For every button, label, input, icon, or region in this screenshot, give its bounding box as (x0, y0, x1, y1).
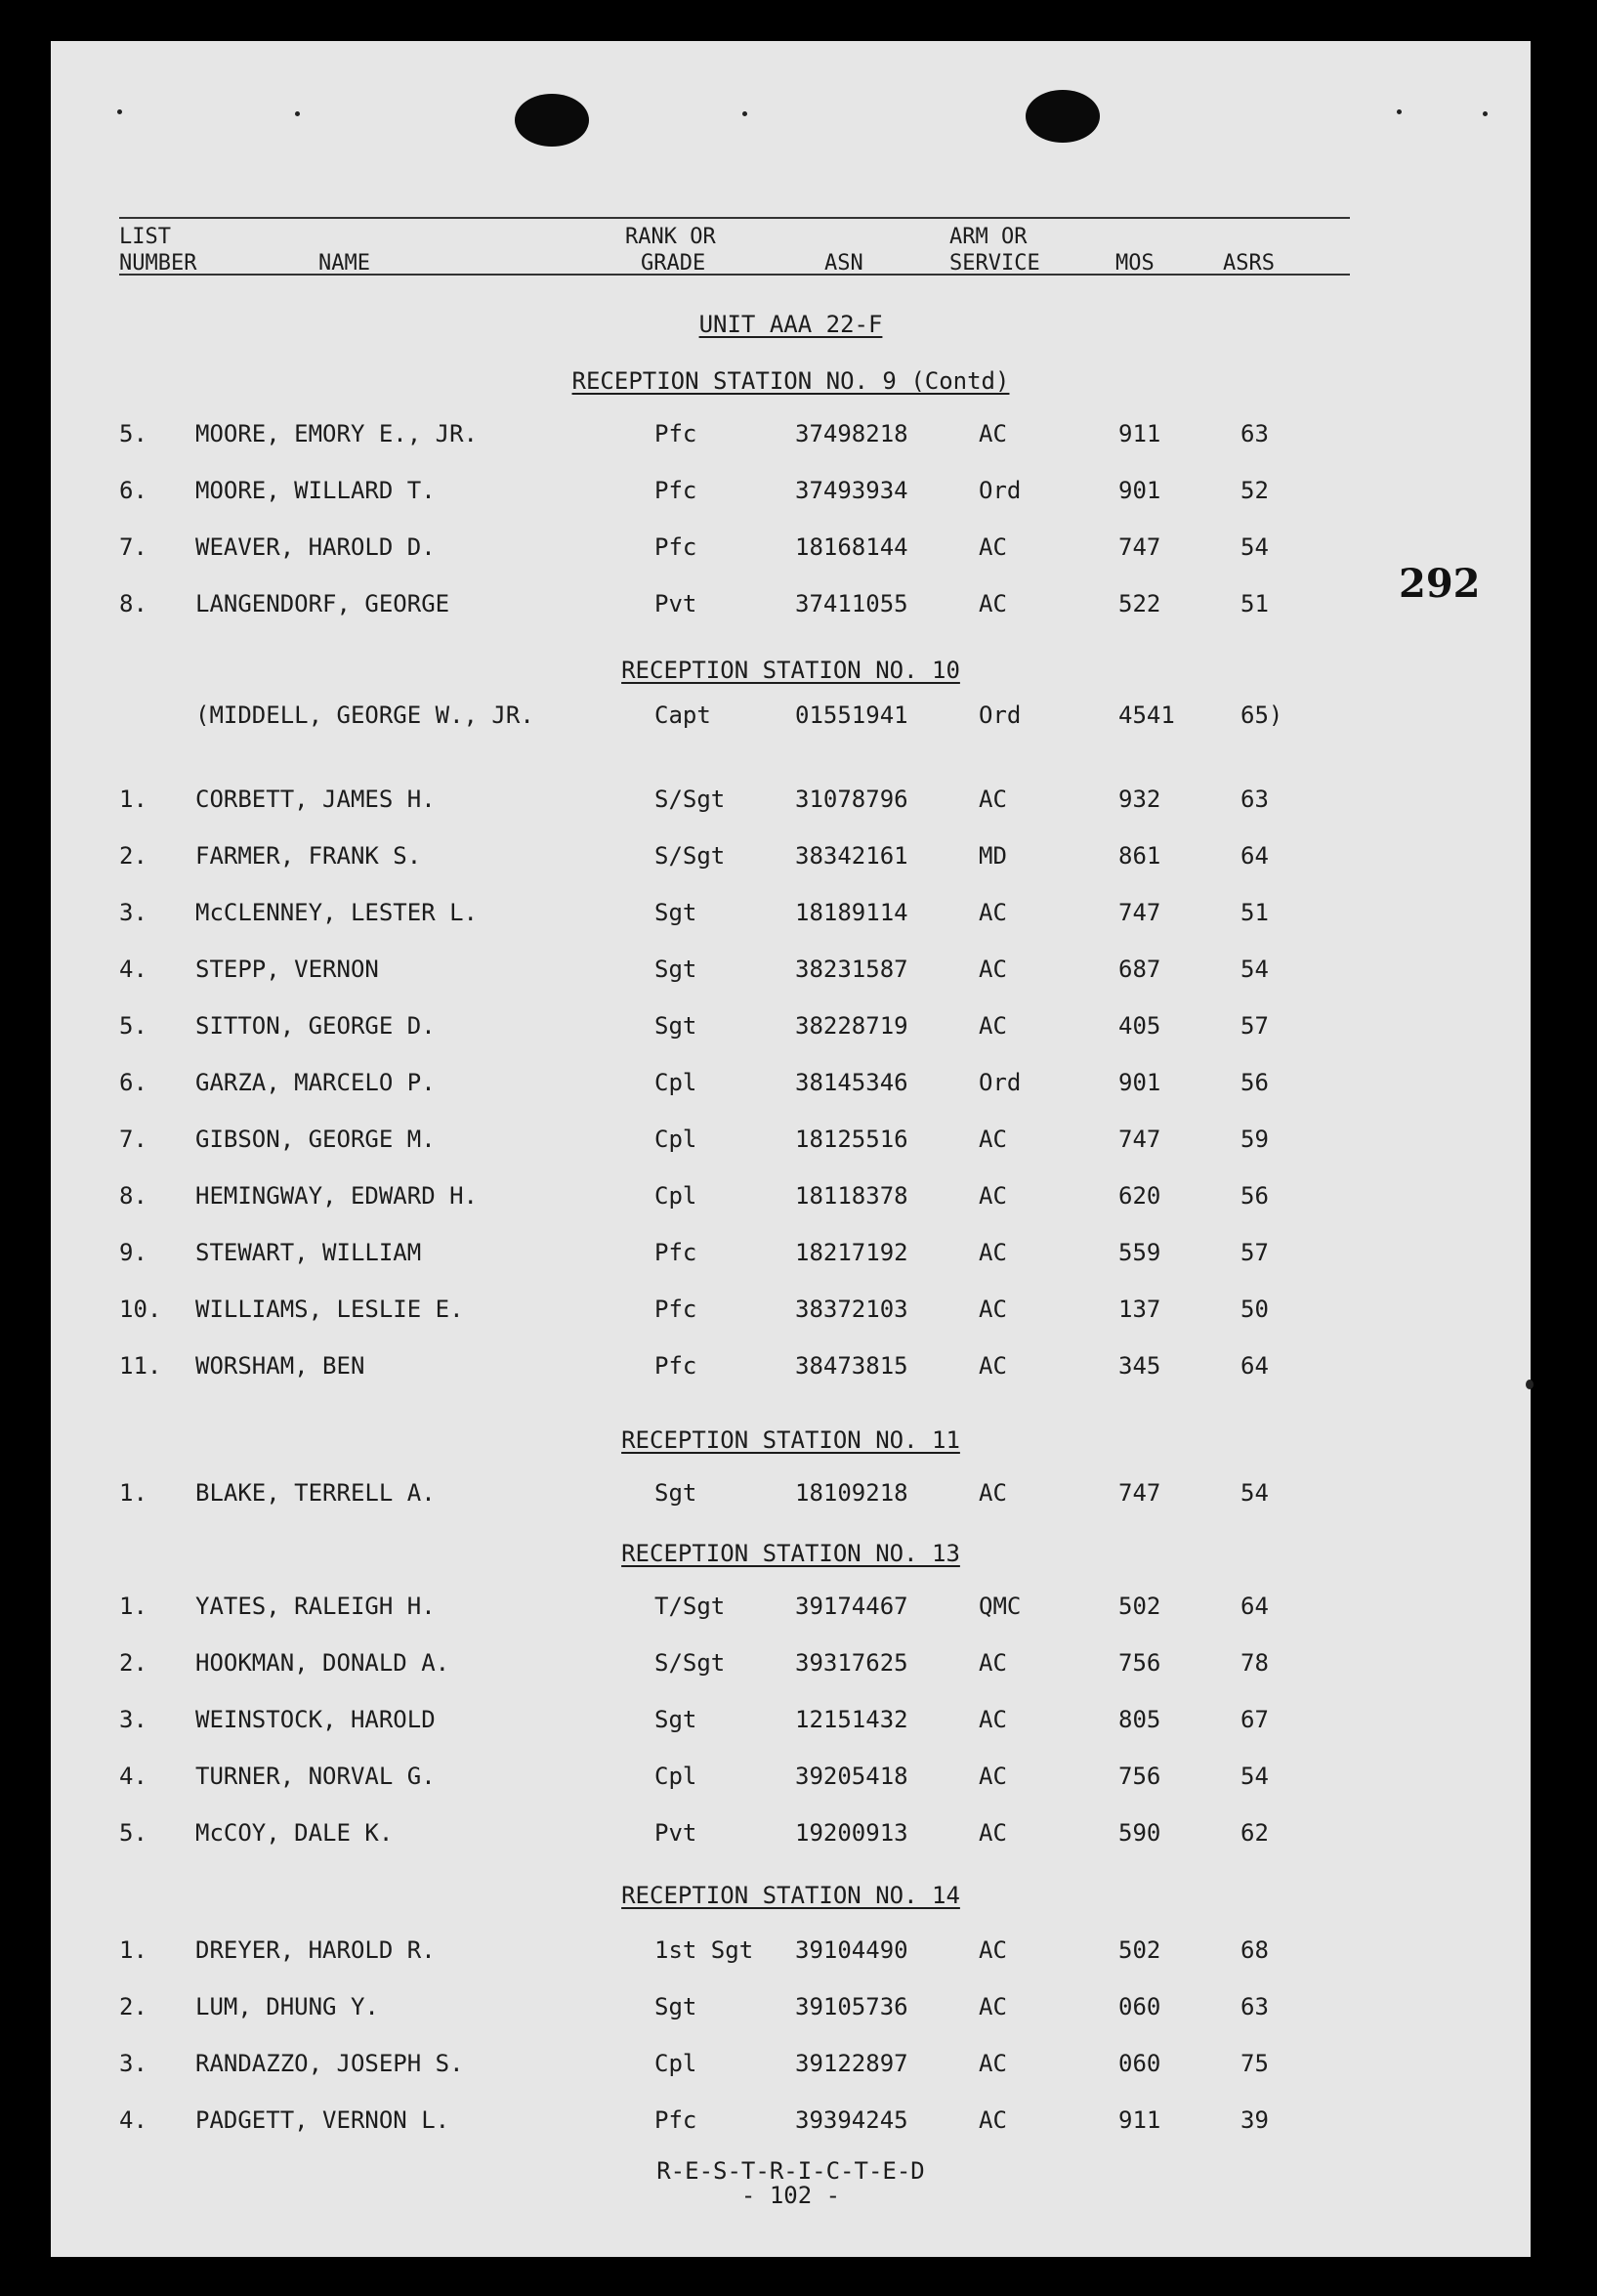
cell-list: 9. (119, 1239, 147, 1266)
cell-name: WILLIAMS, LESLIE E. (195, 1296, 464, 1323)
cell-name: BLAKE, TERRELL A. (195, 1479, 436, 1507)
header-asrs: ASRS (1223, 251, 1275, 276)
cell-asrs: 63 (1240, 786, 1269, 813)
cell-asrs: 67 (1240, 1706, 1269, 1733)
cell-mos: 137 (1118, 1296, 1161, 1323)
cell-arm: Ord (979, 477, 1022, 504)
cell-mos: 756 (1118, 1649, 1161, 1677)
cell-asrs: 54 (1240, 533, 1269, 561)
cell-arm: AC (979, 1239, 1007, 1266)
cell-mos: 911 (1118, 420, 1161, 447)
cell-rank: Pfc (654, 2106, 697, 2134)
section-title: RECEPTION STATION NO. 9 (Contd) (571, 367, 1010, 395)
cell-rank: S/Sgt (654, 842, 726, 870)
cell-name: WEINSTOCK, HAROLD (195, 1706, 436, 1733)
cell-name: RANDAZZO, JOSEPH S. (195, 2050, 464, 2077)
cell-arm: AC (979, 1819, 1007, 1847)
punch-hole (1026, 90, 1100, 143)
cell-rank: Pfc (654, 420, 697, 447)
page-stamp-number: 292 (1399, 561, 1481, 607)
header-grade: GRADE (641, 251, 706, 276)
cell-mos: 901 (1118, 1069, 1161, 1096)
cell-rank: Cpl (654, 2050, 697, 2077)
cell-mos: 756 (1118, 1763, 1161, 1790)
cell-list: 5. (119, 1012, 147, 1040)
cell-mos: 861 (1118, 842, 1161, 870)
cell-arm: AC (979, 1706, 1007, 1733)
cell-mos: 502 (1118, 1593, 1161, 1620)
cell-asn: 18189114 (795, 899, 908, 926)
cell-asn: 37411055 (795, 590, 908, 617)
cell-rank: S/Sgt (654, 1649, 726, 1677)
cell-asn: 39317625 (795, 1649, 908, 1677)
cell-rank: Pfc (654, 477, 697, 504)
cell-asrs: 64 (1240, 842, 1269, 870)
cell-asrs: 39 (1240, 2106, 1269, 2134)
cell-list: 5. (119, 1819, 147, 1847)
cell-rank: Pfc (654, 533, 697, 561)
cell-rank: Sgt (654, 1012, 697, 1040)
table-row (51, 2052, 1531, 2091)
cell-mos: 620 (1118, 1182, 1161, 1210)
table-row (51, 1354, 1531, 1393)
cell-list: 7. (119, 1126, 147, 1153)
header-top-rule (119, 217, 1350, 219)
cell-name: SITTON, GEORGE D. (195, 1012, 436, 1040)
cell-asrs: 50 (1240, 1296, 1269, 1323)
cell-rank: S/Sgt (654, 786, 726, 813)
cell-asrs: 68 (1240, 1936, 1269, 1964)
cell-list: 2. (119, 1649, 147, 1677)
table-row (51, 844, 1531, 883)
cell-arm: QMC (979, 1593, 1022, 1620)
cell-name: YATES, RALEIGH H. (195, 1593, 436, 1620)
cell-rank: Capt (654, 702, 711, 729)
header-bottom-rule (119, 274, 1350, 276)
cell-asrs: 56 (1240, 1069, 1269, 1096)
cell-mos: 747 (1118, 899, 1161, 926)
cell-name: DREYER, HAROLD R. (195, 1936, 436, 1964)
cell-asn: 38231587 (795, 956, 908, 983)
cell-asn: 38372103 (795, 1296, 908, 1323)
table-row (51, 592, 1531, 631)
cell-asrs: 51 (1240, 899, 1269, 926)
cell-rank: Sgt (654, 956, 697, 983)
cell-asrs: 54 (1240, 1479, 1269, 1507)
cell-arm: AC (979, 420, 1007, 447)
table-row (51, 1651, 1531, 1690)
header-list: LIST (119, 225, 171, 249)
cell-mos: 805 (1118, 1706, 1161, 1733)
cell-list: 8. (119, 1182, 147, 1210)
cell-asrs: 59 (1240, 1126, 1269, 1153)
cell-rank: Pfc (654, 1239, 697, 1266)
cell-name: GARZA, MARCELO P. (195, 1069, 436, 1096)
punch-hole (515, 94, 589, 147)
cell-asn: 18109218 (795, 1479, 908, 1507)
cell-list: 6. (119, 1069, 147, 1096)
cell-list: 4. (119, 2106, 147, 2134)
header-service: SERVICE (949, 251, 1040, 276)
cell-rank: 1st Sgt (654, 1936, 754, 1964)
cell-name: STEPP, VERNON (195, 956, 379, 983)
cell-list: 6. (119, 477, 147, 504)
cell-list: 10. (119, 1296, 162, 1323)
cell-asrs: 62 (1240, 1819, 1269, 1847)
cell-arm: AC (979, 786, 1007, 813)
cell-mos: 345 (1118, 1352, 1161, 1380)
table-row (51, 1481, 1531, 1520)
table-row (51, 1995, 1531, 2034)
footer-page-number: - 102 - (740, 2182, 841, 2209)
cell-name: LUM, DHUNG Y. (195, 1993, 379, 2020)
cell-list: 11. (119, 1352, 162, 1380)
table-row (51, 479, 1531, 518)
cell-name: WORSHAM, BEN (195, 1352, 365, 1380)
cell-asn: 37493934 (795, 477, 908, 504)
cell-list: 7. (119, 533, 147, 561)
cell-asrs: 78 (1240, 1649, 1269, 1677)
table-row (51, 1241, 1531, 1280)
cell-name: McCLENNEY, LESTER L. (195, 899, 478, 926)
cell-asn: 37498218 (795, 420, 908, 447)
cell-asn: 38228719 (795, 1012, 908, 1040)
cell-name: (MIDDELL, GEORGE W., JR. (195, 702, 534, 729)
cell-mos: 4541 (1118, 702, 1175, 729)
cell-mos: 747 (1118, 1479, 1161, 1507)
cell-asrs: 65) (1240, 702, 1283, 729)
table-row (51, 1071, 1531, 1110)
cell-list: 1. (119, 786, 147, 813)
cell-asrs: 51 (1240, 590, 1269, 617)
document-page (51, 41, 1531, 2257)
cell-rank: Pvt (654, 590, 697, 617)
cell-arm: AC (979, 2050, 1007, 2077)
cell-name: LANGENDORF, GEORGE (195, 590, 450, 617)
cell-mos: 522 (1118, 590, 1161, 617)
cell-name: McCOY, DALE K. (195, 1819, 394, 1847)
cell-name: GIBSON, GEORGE M. (195, 1126, 436, 1153)
cell-asrs: 57 (1240, 1012, 1269, 1040)
cell-rank: Cpl (654, 1763, 697, 1790)
table-row (51, 2108, 1531, 2147)
cell-asrs: 63 (1240, 420, 1269, 447)
cell-asn: 18168144 (795, 533, 908, 561)
section-title: RECEPTION STATION NO. 14 (621, 1882, 960, 1909)
cell-arm: AC (979, 590, 1007, 617)
table-row (51, 1184, 1531, 1223)
cell-mos: 747 (1118, 533, 1161, 561)
cell-asrs: 54 (1240, 1763, 1269, 1790)
table-row (51, 1297, 1531, 1337)
footer-classification: R-E-S-T-R-I-C-T-E-D (656, 2157, 925, 2185)
cell-asn: 39394245 (795, 2106, 908, 2134)
table-row (51, 1821, 1531, 1860)
cell-rank: Sgt (654, 1479, 697, 1507)
cell-asn: 39174467 (795, 1593, 908, 1620)
cell-mos: 687 (1118, 956, 1161, 983)
cell-asn: 19200913 (795, 1819, 908, 1847)
cell-asn: 38145346 (795, 1069, 908, 1096)
cell-list: 8. (119, 590, 147, 617)
cell-name: MOORE, EMORY E., JR. (195, 420, 478, 447)
header-rank: RANK OR (625, 225, 716, 249)
table-row (51, 901, 1531, 940)
cell-list: 4. (119, 1763, 147, 1790)
cell-name: FARMER, FRANK S. (195, 842, 422, 870)
cell-arm: AC (979, 1993, 1007, 2020)
cell-asn: 38473815 (795, 1352, 908, 1380)
cell-rank: Pvt (654, 1819, 697, 1847)
cell-rank: Cpl (654, 1069, 697, 1096)
unit-title: UNIT AAA 22-F (698, 311, 883, 338)
cell-arm: AC (979, 1182, 1007, 1210)
table-row (51, 787, 1531, 827)
cell-list: 4. (119, 956, 147, 983)
cell-arm: AC (979, 956, 1007, 983)
header-arm: ARM OR (949, 225, 1028, 249)
cell-rank: T/Sgt (654, 1593, 726, 1620)
cell-asrs: 64 (1240, 1352, 1269, 1380)
cell-arm: AC (979, 2106, 1007, 2134)
table-row (51, 422, 1531, 461)
cell-asrs: 57 (1240, 1239, 1269, 1266)
table-row (51, 1594, 1531, 1634)
cell-asrs: 56 (1240, 1182, 1269, 1210)
table-row (51, 1708, 1531, 1747)
section-title: RECEPTION STATION NO. 13 (621, 1540, 960, 1567)
cell-asn: 31078796 (795, 786, 908, 813)
cell-arm: AC (979, 1352, 1007, 1380)
cell-name: TURNER, NORVAL G. (195, 1763, 436, 1790)
table-row (51, 535, 1531, 574)
cell-rank: Cpl (654, 1126, 697, 1153)
cell-mos: 502 (1118, 1936, 1161, 1964)
cell-name: MOORE, WILLARD T. (195, 477, 436, 504)
cell-mos: 747 (1118, 1126, 1161, 1153)
cell-asrs: 52 (1240, 477, 1269, 504)
cell-arm: AC (979, 1296, 1007, 1323)
header-number: NUMBER (119, 251, 197, 276)
cell-list: 3. (119, 899, 147, 926)
cell-list: 2. (119, 1993, 147, 2020)
cell-list: 1. (119, 1593, 147, 1620)
cell-rank: Pfc (654, 1296, 697, 1323)
cell-asn: 39205418 (795, 1763, 908, 1790)
cell-mos: 932 (1118, 786, 1161, 813)
cell-asrs: 75 (1240, 2050, 1269, 2077)
cell-arm: AC (979, 1012, 1007, 1040)
section-title: RECEPTION STATION NO. 11 (621, 1426, 960, 1454)
cell-mos: 060 (1118, 2050, 1161, 2077)
cell-arm: AC (979, 1479, 1007, 1507)
cell-asn: 39122897 (795, 2050, 908, 2077)
table-row (51, 957, 1531, 997)
header-mos: MOS (1115, 251, 1155, 276)
cell-list: 2. (119, 842, 147, 870)
cell-mos: 060 (1118, 1993, 1161, 2020)
cell-asn: 18217192 (795, 1239, 908, 1266)
cell-list: 1. (119, 1479, 147, 1507)
cell-name: HOOKMAN, DONALD A. (195, 1649, 450, 1677)
cell-name: CORBETT, JAMES H. (195, 786, 436, 813)
cell-arm: Ord (979, 1069, 1022, 1096)
cell-asn: 18125516 (795, 1126, 908, 1153)
cell-arm: AC (979, 533, 1007, 561)
header-asn: ASN (824, 251, 863, 276)
cell-list: 1. (119, 1936, 147, 1964)
cell-mos: 590 (1118, 1819, 1161, 1847)
cell-list: 3. (119, 1706, 147, 1733)
cell-mos: 911 (1118, 2106, 1161, 2134)
cell-rank: Cpl (654, 1182, 697, 1210)
cell-asrs: 64 (1240, 1593, 1269, 1620)
cell-asn: 12151432 (795, 1706, 908, 1733)
cell-rank: Sgt (654, 1993, 697, 2020)
table-row (51, 1127, 1531, 1167)
cell-mos: 405 (1118, 1012, 1161, 1040)
cell-mos: 559 (1118, 1239, 1161, 1266)
cell-asrs: 63 (1240, 1993, 1269, 2020)
cell-name: PADGETT, VERNON L. (195, 2106, 450, 2134)
cell-arm: AC (979, 1763, 1007, 1790)
cell-asrs: 54 (1240, 956, 1269, 983)
table-row (51, 1938, 1531, 1977)
cell-arm: AC (979, 899, 1007, 926)
cell-asn: 01551941 (795, 702, 908, 729)
cell-arm: AC (979, 1649, 1007, 1677)
cell-name: STEWART, WILLIAM (195, 1239, 422, 1266)
cell-asn: 18118378 (795, 1182, 908, 1210)
table-row (51, 1765, 1531, 1804)
cell-name: WEAVER, HAROLD D. (195, 533, 436, 561)
cell-asn: 39105736 (795, 1993, 908, 2020)
cell-arm: AC (979, 1126, 1007, 1153)
cell-list: 5. (119, 420, 147, 447)
cell-arm: Ord (979, 702, 1022, 729)
cell-name: HEMINGWAY, EDWARD H. (195, 1182, 478, 1210)
cell-asn: 38342161 (795, 842, 908, 870)
table-row (51, 1014, 1531, 1053)
cell-rank: Pfc (654, 1352, 697, 1380)
cell-rank: Sgt (654, 899, 697, 926)
cell-mos: 901 (1118, 477, 1161, 504)
cell-list: 3. (119, 2050, 147, 2077)
cell-asn: 39104490 (795, 1936, 908, 1964)
section-title: RECEPTION STATION NO. 10 (621, 657, 960, 684)
table-row (51, 703, 1531, 743)
cell-arm: AC (979, 1936, 1007, 1964)
cell-rank: Sgt (654, 1706, 697, 1733)
header-name: NAME (318, 251, 370, 276)
cell-arm: MD (979, 842, 1007, 870)
